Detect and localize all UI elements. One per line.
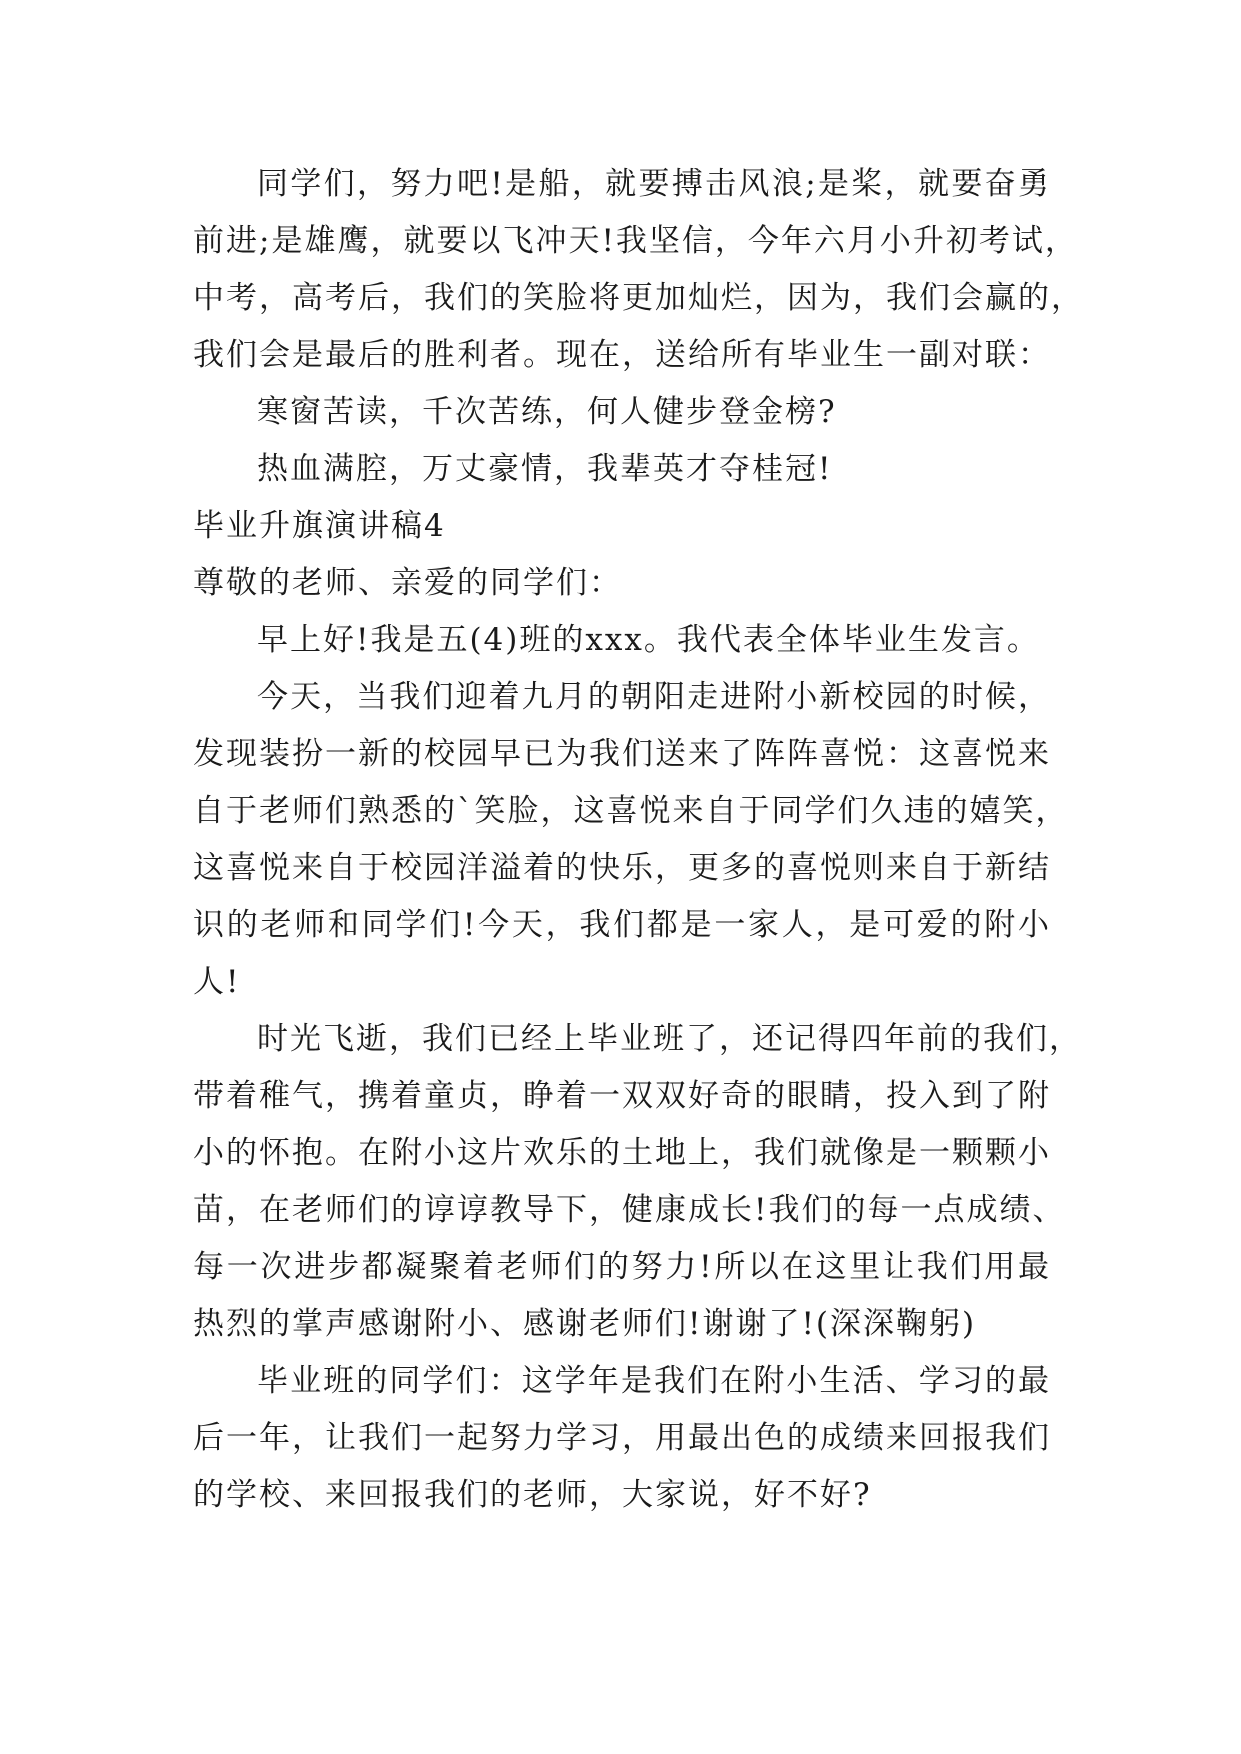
paragraph-line: 中考，高考后，我们的笑脸将更加灿烂，因为，我们会赢的， <box>193 280 1084 316</box>
paragraph-line: 小的怀抱。在附小这片欢乐的土地上，我们就像是一颗颗小 <box>193 1135 1051 1171</box>
paragraph-line: 的学校、来回报我们的老师，大家说，好不好? <box>193 1477 872 1513</box>
paragraph-line: 同学们，努力吧!是船，就要搏击风浪;是桨，就要奋勇 <box>257 166 1051 202</box>
salutation: 尊敬的老师、亲爱的同学们： <box>193 565 622 601</box>
paragraph-line: 人! <box>193 964 241 1000</box>
paragraph-line: 前进;是雄鹰，就要以飞冲天!我坚信，今年六月小升初考试， <box>193 223 1078 259</box>
paragraph-line: 我们会是最后的胜利者。现在，送给所有毕业生一副对联： <box>193 337 1051 373</box>
paragraph-line: 时光飞逝，我们已经上毕业班了，还记得四年前的我们， <box>257 1021 1082 1057</box>
paragraph-line: 毕业班的同学们：这学年是我们在附小生活、学习的最 <box>257 1363 1051 1399</box>
paragraph-line: 发现装扮一新的校园早已为我们送来了阵阵喜悦：这喜悦来 <box>193 736 1051 772</box>
section-title: 毕业升旗演讲稿4 <box>193 508 446 544</box>
paragraph-line: 这喜悦来自于校园洋溢着的快乐，更多的喜悦则来自于新结 <box>193 850 1051 886</box>
paragraph-line: 识的老师和同学们!今天，我们都是一家人，是可爱的附小 <box>193 907 1051 943</box>
couplet-line: 热血满腔，万丈豪情，我辈英才夺桂冠! <box>257 451 833 487</box>
paragraph-line: 苗，在老师们的谆谆教导下，健康成长!我们的每一点成绩、 <box>193 1192 1066 1228</box>
paragraph-line: 早上好!我是五(4)班的xxx。我代表全体毕业生发言。 <box>257 622 1040 658</box>
paragraph-line: 带着稚气，携着童贞，睁着一双双好奇的眼睛，投入到了附 <box>193 1078 1051 1114</box>
paragraph-line: 自于老师们熟悉的`笑脸，这喜悦来自于同学们久违的嬉笑， <box>193 793 1069 829</box>
paragraph-line: 每一次进步都凝聚着老师们的努力!所以在这里让我们用最 <box>193 1249 1051 1285</box>
paragraph-line: 后一年，让我们一起努力学习，用最出色的成绩来回报我们 <box>193 1420 1051 1456</box>
paragraph-line: 热烈的掌声感谢附小、感谢老师们!谢谢了!(深深鞠躬) <box>193 1306 977 1342</box>
paragraph-line: 今天，当我们迎着九月的朝阳走进附小新校园的时候， <box>257 679 1051 715</box>
couplet-line: 寒窗苦读，千次苦练，何人健步登金榜? <box>257 394 837 430</box>
